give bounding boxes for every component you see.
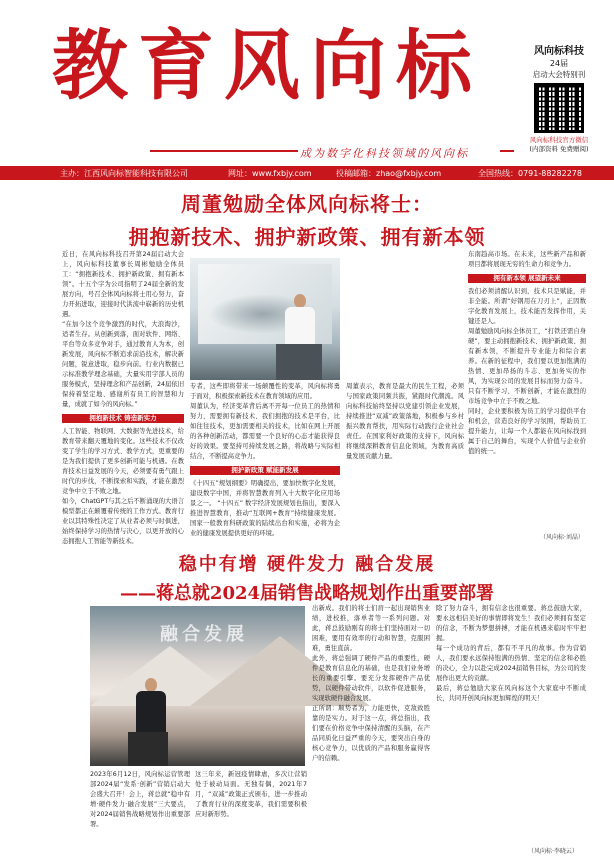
article1-title-line2: 拥抱新技术、拥护新政策、拥有新本领	[128, 225, 486, 249]
paragraph: “在加今这个竞争激烈的时代，大浪淘沙，适者生存。从创新到落，面对软件、网络、平台等众多竞争对手，通过教育人为本，创新发展，风向标不断追求前沿技术，解决新问题，锐意进取，稳步向前。行业内数据已示标准教学理念基础，大量实用宇部人员的服务模式，坚持理念和产品创新，24届依旧保持着坚定地、感谢所有员工的智慧和力量，成就了如今的风向标。”	[62, 321, 184, 408]
subheading-tag: 拥护新政策 赋能新发展	[190, 466, 340, 475]
paragraph: 专者，这些即将带来一场颠覆性的变革，风向标将勇于面对，积极探索新技术在教育领域的应用。	[190, 383, 340, 400]
paragraph: 每一个成功的背后，都有不平凡的故事。作为营销人，我们要永远保持饱满的热情、坚定的信念和必胜的决心，全力以赴完成2024届销售目标，为公司的发展作出更大的贡献。	[436, 645, 586, 682]
paragraph: 正所谓：顺势者为，力能更快，克敌致胜靠的是实力。对于这一点，蒋总指出，我们要在价格竞争中保持清醒的头脑，在产品同质化日益严重的今天，要突出自身的核心竞争力，以优质的产品和服务赢得客户的信赖。	[312, 705, 430, 762]
article2-column-3	[436, 604, 586, 844]
article2-title-line2: ——蒋总就2024届销售战略规划作出重要部署	[119, 583, 495, 604]
paragraph: 东南趋高市场。在未来，这些新产品和新项目都将展现无穷的生命力和竞争力。	[468, 251, 586, 268]
hotline-info: 全国热线：0791-88282278	[478, 168, 582, 178]
paragraph: 人工智能、物联网、大数据等先进技术，给教育带来翻天覆地的变化。这些技术不仅改变了学生的学习方式、教学方式，更重要的是为我们提供了更多创新可能与机遇。在教育技术日益发展的今天，必须要有勇气跟上时代的步伐，不断探索和实践，才能在激烈竞争中立于不败之地。	[62, 428, 184, 495]
newspaper-title: 教育风向标	[52, 21, 482, 110]
article1-column-3	[346, 382, 464, 540]
article2-title-line1: 稳中有增 硬件发力 融合发展	[178, 554, 436, 575]
article1-headline	[0, 188, 614, 250]
article1-byline: （风向标·刘晶）	[540, 534, 584, 541]
paragraph: 我们必须清醒认识到，技术只是赋能，并非全能。所谓“好钢用在刀刃上”，正因数字化教育发展上，技术能否发挥作用，关键还是人。	[468, 288, 586, 325]
article2-column-2	[312, 604, 430, 852]
masthead	[0, 0, 614, 168]
qr-note: 风向标科技官方微信	[529, 136, 589, 144]
issue-number: 24届	[549, 59, 569, 68]
podium	[276, 344, 322, 380]
article2-photo	[90, 606, 305, 766]
subheading-tag: 拥抱新技术 铸造新实力	[62, 414, 184, 423]
article2-caption: 2023年6月12日，风向标运营管理部2024届“发系·创新”营销启动大会盛大召开！会上，蒋总就“稳中有增·硬件发力·融合发展”三大要点，对2024届销售战略规划作出重要部署。	[90, 771, 190, 828]
paragraph: 此外，蒋总强调了硬件产品的重要性，硬件是教育信息化的基础，也是我们业务增长的重要引擎。要充分发挥硬件产品优势，以硬件带动软件，以软件促进服务，实现软硬件融合发展。	[312, 655, 430, 702]
article2-column-4	[195, 770, 307, 850]
photo-overlay-text: 融合发展	[160, 624, 248, 645]
masthead-side-panel	[516, 42, 602, 153]
podium	[128, 732, 168, 766]
subheading-tag: 拥有新本领 展望新未来	[468, 274, 586, 283]
paragraph: 周董表示，教育是最大的民生工程，必须与国家政策同频共振，紧跟时代潮流。风向标科技始终坚持以党建引领企业发展，持续推进“双减”政策落地，积极参与乡村振兴教育帮扶，用实际行动践行企业社会责任。在国家利好政策的支持下，风向标将继续深耕教育信息化领域，为教育高质量发展贡献力量。	[346, 383, 464, 460]
article1-column-4	[468, 250, 586, 540]
paragraph: 周董认为，经济变革背后离不开每一位员工的热情和努力，需要拥有新技术、我们拥抱的技术是平台，比如往往技术，更加需要相关的技术，比如在网上开展的各种创新活动，都需要一个良好的心态才能获得良好的效果。要坚持可持续发展之路，将战略与实际相结合，不断提高竞争力。	[190, 403, 340, 460]
slogan-divider-right	[500, 150, 514, 152]
special-edition-label: 启动大会特别刊	[532, 70, 586, 79]
qr-code-icon[interactable]	[534, 83, 584, 133]
paragraph: 如今，ChatGPT与其之后不断涌现的大语言模型都正在颠覆着传统的工作方式。教育行业以其特殊性决定了从业者必须与时俱进，始终保持学习的热情与决心，以更开放的心态拥抱人工智能等新技术。	[62, 498, 184, 545]
article1-column-2	[190, 382, 340, 540]
info-bar	[0, 166, 614, 180]
paragraph: 周董勉励风向标全体员工，“打铁还需自身硬”，要主动拥抱新技术、拥护新政策、拥有新本领，不断提升专业能力和综合素养。在新的征程中，我们要以更加饱满的热情、更加昂扬的斗志、更加务实的作风，为实现公司的发展目标而努力奋斗。只有不断学习、不断创新，才能在激烈的市场竞争中立于不败之地。	[468, 328, 586, 405]
free-copy-note: (内部资料 免费赠阅)	[529, 145, 589, 153]
article1-photo	[190, 258, 340, 380]
slogan-divider	[150, 150, 298, 152]
paragraph: 《十四五”规划纲要》明确提出，要加快数字化发展，建设数字中国，并将智慧教育列入十大数字化应用场景之一。 “十四五” 数字经济发展规划也指出，要深入推进智慧教育，推动“互联网+教育”持续健康发展。国家一般教育科研政策的陆续出台和实施，必将为企业的健康发展提供更好的环境。	[190, 480, 340, 537]
website-info[interactable]: 网址：www.fxbjy.com	[228, 168, 312, 178]
paragraph: 近日，在风向标科技召开第24届启动大会上，风向标科技董事长周彬勉励全体员工：“拥抱新技术、拥护新政策、拥有新本领”。十五个字为公司指明了24届全新的发展方向，号召全体风向标将士用心努力，奋力开拓进取，迎接时代洪流中崭新的历史机遇。	[62, 251, 184, 318]
email-info[interactable]: 投稿邮箱：zhao@fxbjy.com	[336, 168, 442, 178]
paragraph: 这三年来，新冠疫情肆虐，多次让营销处于被动局面。无独有偶，2021年7月，“双减”政策正式颁布，进一步推动了教育行业的深度变革，我们需要积极应对新形势。	[195, 771, 307, 818]
brand-name: 风向标科技	[534, 46, 584, 57]
article2-byline: （风向标·李晓云）	[528, 848, 578, 855]
paragraph: 出新成。我们的将士们肩一起出现销售业绩，进校推，落单者等一系列问题。对此，蒋总鼓励刚有的将士们坚持面对一切困难，要用有效率的行动和智慧，克服困难，勇往直前。	[312, 605, 430, 652]
paragraph: 同时，企业要积极为员工的学习提供平台和机会，营造良好的学习氛围，帮助员工提升能力，让每一个人都能在风向标找到属于自己的舞台，实现个人价值与企业价值的统一。	[468, 408, 586, 455]
organizer-info: 主办：江西风向标智能科技有限公司	[60, 168, 188, 178]
article1-title-line1: 周董勉励全体风向标将士：	[181, 192, 433, 216]
paragraph: 除了努力奋斗，拥有信念也很重要。蒋总鼓励大家，要永远相信美好的事情即将发生！我们必须拥有坚定的信念，不断为梦想拼搏，才能在机遇来临时牢牢把握。	[436, 605, 586, 642]
paragraph: 最后，蒋总勉励大家在风向标这个大家庭中不断成长，共同开创风向标更加辉煌的明天！	[436, 685, 586, 702]
article1-column-1	[62, 250, 184, 545]
newspaper-slogan: 成为数字化科技领域的风向标	[300, 147, 469, 160]
article2-headline	[0, 550, 614, 605]
